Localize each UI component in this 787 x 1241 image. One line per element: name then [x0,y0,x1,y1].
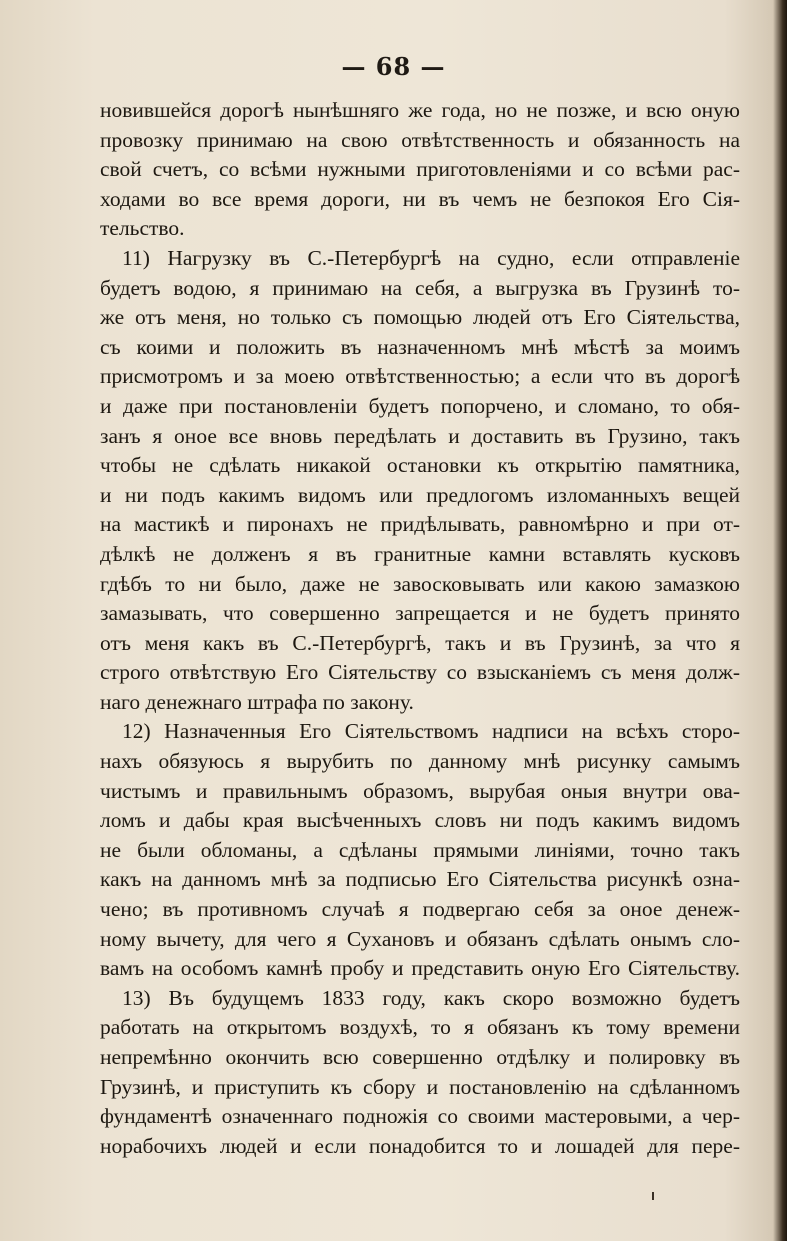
text-line: съ коими и положить въ назначенномъ мнѣ мѣстѣ за моимъ [100,334,740,359]
text-line: же отъ меня, но только съ помощью людей отъ Его Сіятельства, [100,305,740,330]
text-line: непремѣнно окончить всю совершенно отдѣлку и полировку въ [100,1045,740,1069]
text-line: нахъ обязуюсь я вырубить по данному мнѣ рисунку самымъ [100,749,740,774]
text-line: норабочихъ людей и если понадобится то и лошадей для пере- [100,1133,740,1158]
text-line: какъ на данномъ мнѣ за подписью Его Сіятельства рисункѣ озна- [100,867,740,892]
text-line: ходами во все время дороги, ни въ чемъ не безпокоя Его Сія- [100,186,740,211]
text-line: чено; въ противномъ случаѣ я подвергаю себя за оное денеж- [100,897,740,922]
text-line: и даже при постановленіи будетъ попорчено, и сломано, то обя- [100,393,740,418]
text-line: новившейся дорогѣ нынѣшняго же года, но не позже, и всю оную [100,98,740,122]
text-line: фундаментѣ означеннаго подножія со своими мастеровыми, а чер- [100,1104,740,1129]
text-line: отъ меня какъ въ С.-Петербургѣ, такъ и въ Грузинѣ, за что я [100,630,740,655]
text-line: работать на открытомъ воздухѣ, то я обязанъ къ тому времени [100,1015,740,1040]
print-mark [652,1192,654,1200]
text-line: тельство. [100,216,185,241]
text-line: занъ я оное все вновь передѣлать и доставить въ Грузино, такъ [100,423,740,448]
text-line: присмотромъ и за моею отвѣтственностью; а если что въ дорогѣ [100,364,740,389]
text-line: свой счетъ, со всѣми нужными приготовленіями и со всѣми рас- [100,157,740,182]
page-edge-shadow [773,0,787,1241]
text-line: наго денежнаго штрафа по закону. [100,689,414,714]
page-number: — 68 — [341,52,446,81]
text-line: дѣлкѣ не долженъ я въ гранитные камни вставлять кусковъ [100,541,740,566]
body-text [100,96,740,1161]
text-line: 11) Нагрузку въ С.-Петербургѣ на судно, если отправленіе [122,245,740,270]
text-line: чтобы не сдѣлать никакой остановки къ открытію памятника, [100,453,740,478]
text-line: строго отвѣтствую Его Сіятельству со взысканіемъ съ меня долж- [100,660,740,685]
text-line: вамъ на особомъ камнѣ пробу и представить оную Его Сіятельству. [100,956,740,981]
text-line: гдѣбъ то ни было, даже не завосковывать или какою замазкою [100,571,740,596]
text-line: чистымъ и правильнымъ образомъ, вырубая оныя внутри ова- [100,778,740,803]
text-line: на мастикѣ и пиронахъ не придѣлывать, равномѣрно и при от- [100,512,740,537]
text-line: провозку принимаю на свою отвѣтственность и обязанность на [100,127,740,152]
text-line: ному вычету, для чего я Сухановъ и обязанъ сдѣлать онымъ сло- [100,926,740,951]
text-line: замазывать, что совершенно запрещается и не будетъ принято [100,601,740,626]
text-line: Грузинѣ, и приступить къ сбору и постановленію на сдѣланномъ [100,1074,740,1099]
text-line: 12) Назначенныя Его Сіятельствомъ надписи на всѣхъ сторо- [122,719,740,744]
text-line: 13) Въ будущемъ 1833 году, какъ скоро возможно будетъ [122,985,740,1010]
text-line: не были обломаны, а сдѣланы прямыми линіями, точно такъ [100,837,740,862]
text-line: будетъ водою, я принимаю на себя, а выгрузка въ Грузинѣ то- [100,275,740,300]
text-line: ломъ и дабы края высѣченныхъ словъ ни подъ какимъ видомъ [100,808,740,833]
text-line: и ни подъ какимъ видомъ или предлогомъ изломанныхъ вещей [100,482,740,507]
